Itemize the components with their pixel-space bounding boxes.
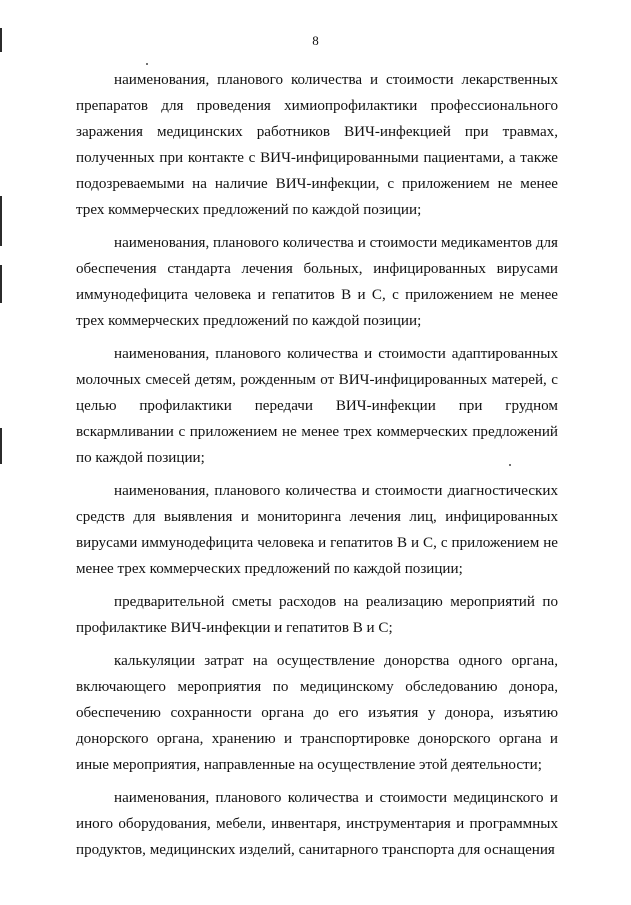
page-number: 8 [312, 33, 319, 48]
scan-edge-mark [0, 196, 2, 246]
paragraph-medication-treatment-standard: наименования, планового количества и стоимости медикаментов для обеспечения стандарта лечения больных, инфицированных вирусами иммунодефицита человека и гепатитов В и С, с приложением не менее трех коммерческих предложений по каждой позиции; [76, 235, 558, 329]
scan-speck [146, 63, 148, 65]
scan-edge-mark [0, 265, 2, 303]
paragraph-equipment-procurement: наименования, планового количества и стоимости медицинского и иного оборудования, мебели, инвентаря, инструментария и программных продуктов, медицинских изделий, санитарного транспорта для оснащения [76, 790, 558, 858]
paragraph-antiretroviral-prophylaxis: наименования, планового количества и стоимости лекарственных препаратов для проведения химиопрофилактики профессионального заражения медицинских работников ВИЧ-инфекцией при травмах, полученных при контакте с ВИЧ-инфицированными пациентами, а также подозреваемыми на наличие ВИЧ-инфекции, с приложением не менее трех коммерческих предложений по каждой позиции; [76, 72, 558, 218]
document-body [76, 67, 558, 870]
paragraph-diagnostic-means: наименования, планового количества и стоимости диагностических средств для выявления и мониторинга лечения лиц, инфицированных вирусами иммунодефицита человека и гепатитов В и С, с приложением не менее трех коммерческих предложений по каждой позиции; [76, 483, 558, 577]
paragraph-preliminary-estimate: предварительной сметы расходов на реализацию мероприятий по профилактике ВИЧ-инфекции и гепатитов В и С; [76, 594, 558, 636]
paragraph-organ-donation-costing: калькуляции затрат на осуществление донорства одного органа, включающего мероприятия по медицинскому обследованию донора, обеспечению сохранности органа до его изъятия у донора, изъятию донорского органа, хранению и транспортировке донорского органа и иные мероприятия, направленные на осуществление этой деятельности; [76, 653, 558, 773]
scan-edge-mark [0, 428, 2, 464]
paragraph-infant-formula: наименования, планового количества и стоимости адаптированных молочных смесей детям, рожденным от ВИЧ-инфицированных матерей, с целью профилактики передачи ВИЧ-инфекции при грудном вскармливании с приложением не менее трех коммерческих предложений по каждой позиции; [76, 346, 558, 466]
